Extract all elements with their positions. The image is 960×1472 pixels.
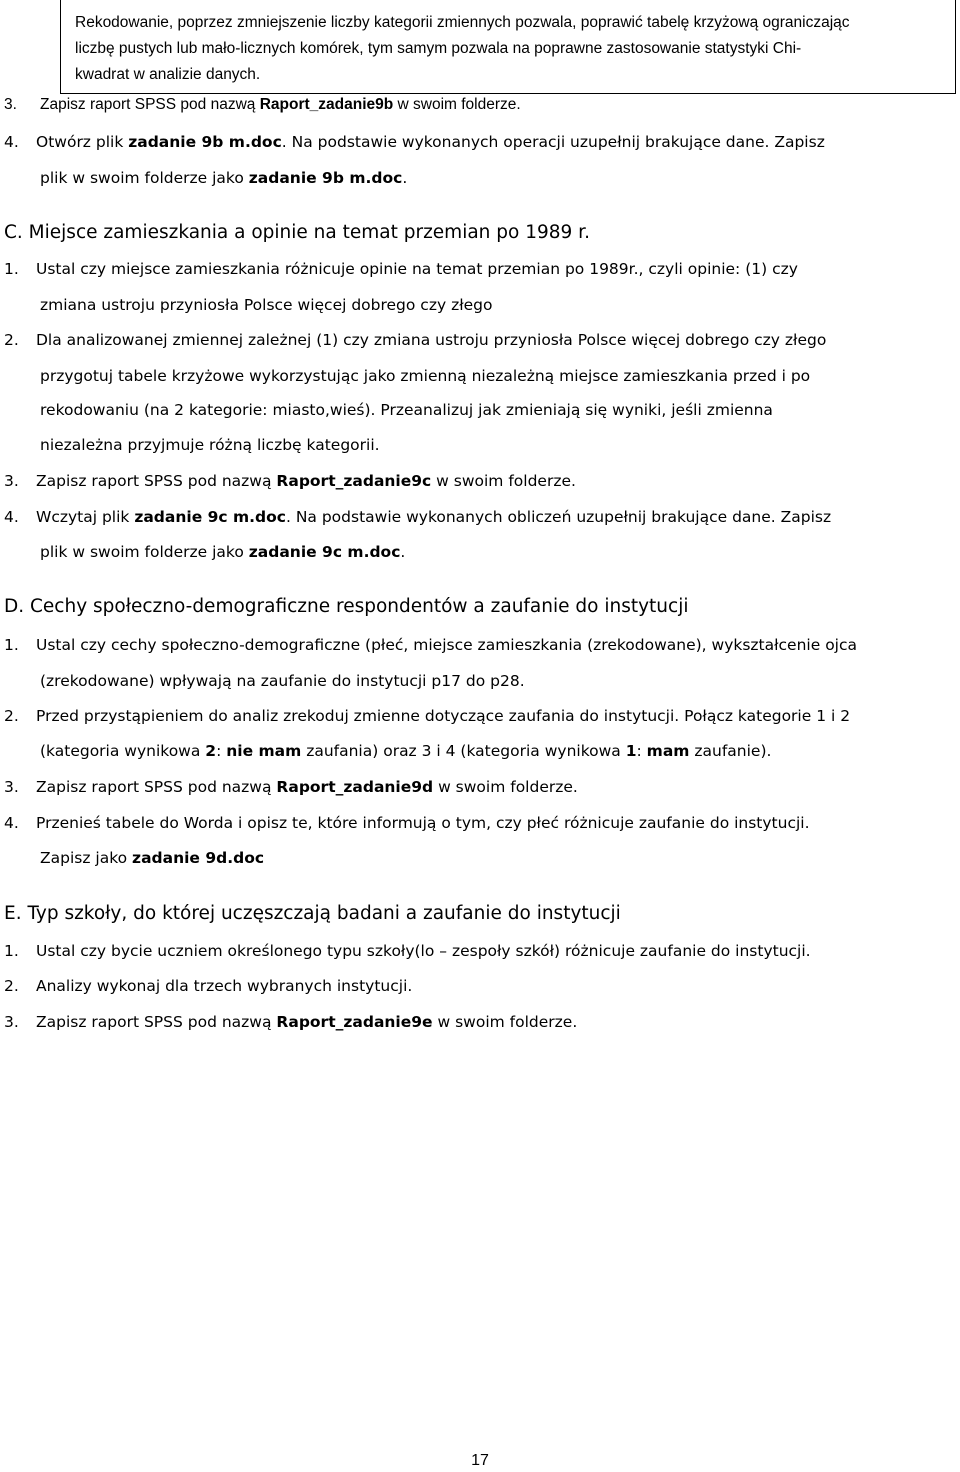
section-d-heading: D. Cechy społeczno-demograficzne respondentów a zaufanie do instytucji — [4, 596, 689, 617]
note-line-3: kwadrat w analizie danych. — [75, 66, 261, 83]
section-e-heading: E. Typ szkoły, do której uczęszczają badani a zaufanie do instytucji — [4, 903, 621, 924]
note-box — [60, 0, 956, 94]
page-number: 17 — [471, 1452, 489, 1469]
note-line-2: liczbę pustych lub mało-licznych komórek, tym samym pozwala na poprawne zastosowanie statystyki Chi- — [75, 40, 802, 57]
note-line-1: Rekodowanie, poprzez zmniejszenie liczby kategorii zmiennych pozwala, poprawić tabelę krzyżową ograniczając — [75, 14, 850, 31]
section-c-heading: C. Miejsce zamieszkania a opinie na temat przemian po 1989 r. — [4, 222, 590, 243]
